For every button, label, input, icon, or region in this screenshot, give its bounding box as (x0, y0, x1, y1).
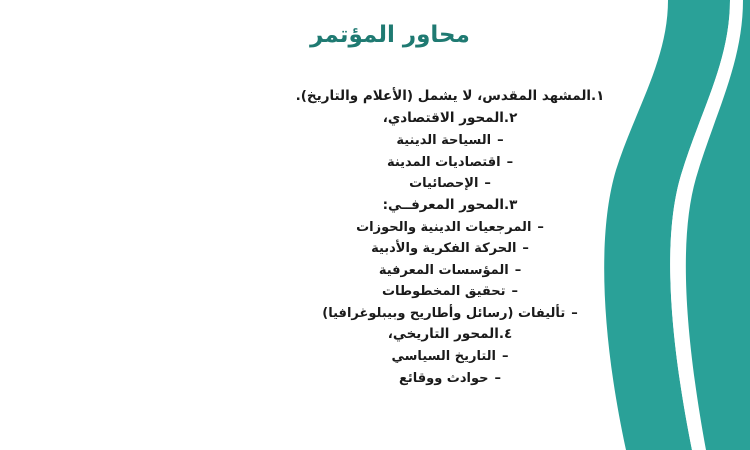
bullet-dash: – (522, 241, 529, 256)
bullet-dash: – (484, 176, 491, 191)
bullet-dash: – (494, 370, 502, 386)
list-item (170, 156, 730, 169)
list-item-label: المؤسسات المعرفية (378, 262, 509, 278)
bullet-dash: – (571, 305, 578, 321)
list-item (170, 285, 730, 298)
bullet-dash: – (537, 219, 544, 235)
bullet-dash: – (514, 262, 522, 278)
topics-list (170, 90, 750, 393)
list-item (170, 350, 730, 363)
list-item-label: تأليفات (رسائل وأطاريح وبيبلوغرافيا) (322, 305, 566, 321)
list-item-label: حوادث ووقائع (398, 370, 489, 386)
list-item (170, 372, 730, 385)
bullet-dash: – (501, 349, 509, 364)
bullet-dash: – (497, 133, 504, 148)
list-item-label: التاريخ السياسي (391, 349, 496, 364)
slide-title: محاور المؤتمر (310, 22, 470, 48)
list-item (170, 242, 730, 255)
list-item-label: الحركة الفكرية والأدبية (371, 241, 517, 256)
list-item (170, 264, 730, 277)
list-item: ٤.المحور التاريخي، (387, 326, 513, 342)
list-item (170, 134, 730, 147)
list-item-label: الإحصائيات (409, 176, 479, 191)
list-item: ١.المشهد المقدس، لا يشمل (الأعلام والتاريخ). (295, 88, 605, 104)
list-item-label: المرجعيات الدينية والحوزات (356, 219, 532, 235)
list-item (170, 307, 730, 320)
list-item: ٢.المحور الاقتصادي، (382, 110, 518, 126)
list-item: ٣.المحور المعرفــي: (382, 196, 518, 213)
bullet-dash: – (511, 284, 519, 299)
list-item-label: اقتصاديات المدينة (386, 154, 501, 170)
list-item-label: تحقيق المخطوطات (381, 284, 506, 299)
bullet-dash: – (506, 154, 514, 170)
list-item (170, 221, 730, 234)
list-item-label: السياحة الدينية (396, 133, 492, 148)
list-item (170, 177, 730, 190)
